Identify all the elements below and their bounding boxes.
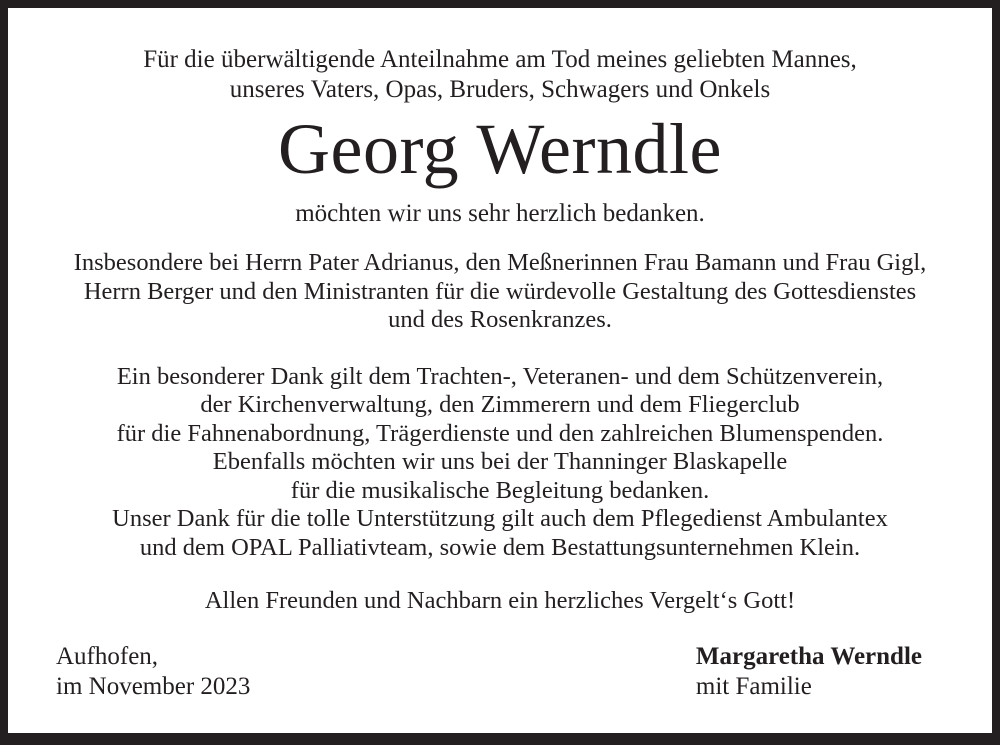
deceased-name: Georg Werndle bbox=[278, 109, 722, 189]
intro-line: unseres Vaters, Opas, Bruders, Schwagers und Onkels bbox=[229, 76, 771, 103]
place-line: Aufhofen, bbox=[56, 642, 159, 670]
intro-line: Für die überwältigende Anteilnahme am Tod meines geliebten Mannes, bbox=[143, 46, 857, 73]
footer bbox=[8, 642, 992, 702]
paragraph-line: Insbesondere bei Herrn Pater Adrianus, den Meßnerinnen Frau Bamann und Frau Gigl, bbox=[73, 249, 927, 276]
place-date bbox=[56, 642, 250, 702]
paragraph-line: der Kirchenverwaltung, den Zimmerern und dem Fliegerclub bbox=[200, 391, 800, 418]
paragraph-line: für die Fahnenabordnung, Trägerdienste und den zahlreichen Blumenspenden. bbox=[116, 419, 884, 447]
paragraph-line: und des Rosenkranzes. bbox=[388, 306, 612, 333]
paragraph-line: Unser Dank für die tolle Unterstützung gilt auch dem Pflegedienst Ambulantex bbox=[112, 505, 888, 532]
closing-line: Allen Freunden und Nachbarn ein herzliches Vergelt‘s Gott! bbox=[204, 587, 796, 614]
signature-name: Margaretha Werndle bbox=[695, 642, 922, 670]
paragraph-service bbox=[8, 249, 992, 335]
paragraph-line: Ebenfalls möchten wir uns bei der Thanninger Blaskapelle bbox=[212, 448, 788, 475]
paragraph-line: für die musikalische Begleitung bedanken. bbox=[290, 476, 710, 504]
signature-block bbox=[696, 642, 922, 702]
paragraph-thanks bbox=[8, 363, 992, 563]
thanks-line: möchten wir uns sehr herzlich bedanken. bbox=[295, 200, 705, 227]
date-line: im November 2023 bbox=[56, 672, 251, 700]
signature-family: mit Familie bbox=[695, 672, 812, 700]
paragraph-line: und dem OPAL Palliativteam, sowie dem Bestattungsunternehmen Klein. bbox=[139, 533, 861, 561]
paragraph-line: Herrn Berger und den Ministranten für die würdevolle Gestaltung des Gottesdienstes bbox=[83, 277, 917, 305]
intro-text bbox=[8, 45, 992, 105]
paragraph-line: Ein besonderer Dank gilt dem Trachten-, Veteranen- und dem Schützenverein, bbox=[116, 362, 884, 390]
